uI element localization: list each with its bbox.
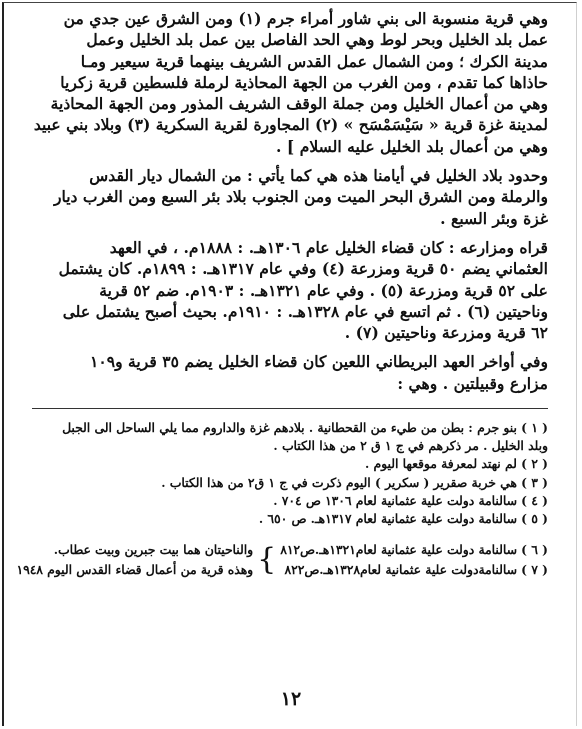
text-line: وهي قرية منسوبة الى بني شاور أمراء جرم (١) ومن الشرق عين جدي من bbox=[63, 9, 548, 28]
footnote-line: ( ٤ ) سالنامة دولت علية عثمانية لعام ١٣٠٦ ص ٧٠٤ . bbox=[273, 492, 548, 508]
text-line: والرملة ومن الشرق البحر الميت ومن الجنوب بلاد بئر السبع ومن الغرب ديار bbox=[53, 187, 548, 207]
book-page bbox=[16, 8, 548, 580]
footnote-sources bbox=[280, 540, 548, 580]
text-line: لمدينة غزة قرية « سَيْسَمْسَح » (٢) المجاورة لقرية السكرية (٣) وبلاد بني عبيد bbox=[33, 115, 548, 135]
footnote-line: ( ٥ ) سالنامة دولت علية عثمانية لعام ١٣١٧هـ. ص ٦٥٠ . bbox=[258, 511, 548, 527]
text-line: قراه ومزارعه : كان قضاء الخليل عام ١٣٠٦هـ. : ١٨٨٨م. ، في العهد bbox=[109, 237, 548, 257]
page-number: ١٢ bbox=[280, 688, 302, 710]
footnote-divider bbox=[32, 408, 548, 409]
text-line: وحدود بلاد الخليل في أيامنا هذه هي كما يأتي : من الشمال ديار القدس bbox=[89, 166, 548, 186]
paragraph-3 bbox=[32, 237, 548, 343]
text-line: مزارع وقبيلتين . وهي : bbox=[397, 373, 548, 393]
footnote-notes bbox=[16, 540, 253, 580]
bracketed-footnotes bbox=[16, 540, 548, 580]
footnote-line: ( ٢ ) لم نهتد لمعرفة موقعها اليوم . bbox=[364, 456, 548, 472]
text-line: حاذاها كما تقدم ، ومن الغرب من الجهة المحاذية لرملة فلسطين قرية زكريا bbox=[60, 72, 548, 92]
footnotes bbox=[32, 419, 548, 528]
footnote-line: والناحيتان هما بيت جبرين وبيت عطاب. bbox=[53, 542, 254, 558]
footnote-line: وبلد الخليل . مر ذكرهم في ج ١ ق ٢ من هذا الكتاب . bbox=[273, 438, 548, 454]
main-text bbox=[32, 8, 548, 394]
paragraph-2 bbox=[32, 165, 548, 229]
text-line: ٦٢ قرية ومزرعة وناحيتين (٧) . bbox=[344, 323, 548, 343]
text-line: غزة وبئر السبع . bbox=[440, 208, 548, 228]
footnote-line: ( ٦ ) سالنامة دولت علية عثمانية لعام١٣٢١هـ.ص٨١٢ bbox=[280, 542, 548, 558]
text-line: وهي من أعمال الخليل ومن جملة الوقف الشريف المذور ومن الجهة المحاذية bbox=[50, 94, 548, 114]
text-line: مدينة الكرك ؛ ومن الشمال عمل القدس الشريف بينهما قرية سيعير ومـا bbox=[80, 51, 548, 71]
text-line: على ٥٢ قرية ومزرعة (٥) . وفي عام ١٣٢١هـ. : ١٩٠٣م. ضم ٥٢ قرية bbox=[99, 280, 548, 300]
footnote-brace: } bbox=[257, 542, 277, 578]
footnote-line: ( ٣ ) هي خربة صقرير ( سكرير ) اليوم ذكرت في ج ١ ق٢ من هذا الكتاب . bbox=[161, 474, 548, 490]
footnote-line: ( ٧ ) سالنامةدولت علية عثمانية لعام١٣٢٨هـ.ص٨٢٢ bbox=[284, 562, 548, 578]
paragraph-1 bbox=[32, 8, 548, 157]
paragraph-4 bbox=[32, 351, 548, 394]
text-line: وفي أواخر العهد البريطاني اللعين كان قضاء الخليل يضم ٣٥ قرية و١٠٩ bbox=[89, 352, 548, 372]
footnote-line: ( ١ ) بنو جرم : بطن من طيء من القحطانية . بلادهم غزة والداروم مما يلي الساحل الى الجبل bbox=[62, 420, 548, 436]
text-line: وناحيتين (٦) . ثم اتسع في عام ١٣٢٨هـ. : ١٩١٠م. بحيث أصبح يشتمل على bbox=[62, 301, 548, 321]
text-line: عمل بلد الخليل وبحر لوط وهي الحد الفاصل بين عمل بلد الخليل وعمل bbox=[86, 30, 548, 50]
footnote-line: وهذه قرية من أعمال قضاء القدس اليوم ١٩٤٨ bbox=[16, 562, 254, 578]
text-line: وهي من أعمال بلد الخليل عليه السلام ] . bbox=[276, 136, 548, 156]
text-line: العثماني يضم ٥٠ قرية ومزرعة (٤) وفي عام ١٣١٧هـ. : ١٨٩٩م. كان يشتمل bbox=[58, 259, 548, 279]
